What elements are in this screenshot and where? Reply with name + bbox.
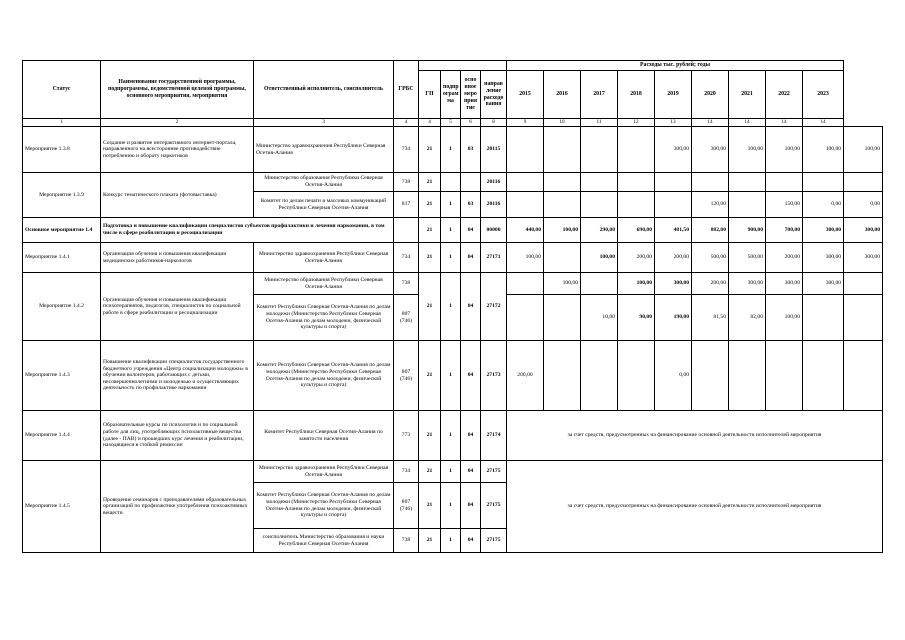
row-year-value: 300,00 [655, 127, 692, 173]
row-year-value: 200,00 [507, 341, 544, 411]
row-gp: 21 [419, 243, 441, 273]
col-number: 4 [394, 119, 419, 127]
row-gp: 21 [419, 192, 441, 218]
row-dir: 20116 [481, 192, 507, 218]
row-sub: 1 [441, 273, 461, 341]
empty-cell [655, 173, 692, 192]
row-grbs: 807 (746) [394, 341, 419, 411]
row-year-value: 0,00 [803, 192, 844, 218]
row-year-value [544, 295, 581, 341]
row-sub: 1 [441, 243, 461, 273]
row-year-value: 300,00 [766, 273, 803, 295]
header-year: 2022 [766, 71, 803, 119]
row-year-value: 100,00 [766, 295, 803, 341]
empty-cell [507, 173, 544, 192]
header-year: 2018 [618, 71, 655, 119]
row-dir: 27172 [481, 273, 507, 341]
row-year-value [655, 192, 692, 218]
table-row [23, 127, 883, 173]
empty-cell [441, 173, 461, 192]
col-number: 3 [254, 119, 394, 127]
row-dir: 27173 [481, 341, 507, 411]
empty-cell [394, 218, 419, 243]
row-year-value [581, 273, 618, 295]
row-main: 03 [461, 192, 481, 218]
row-executor: Министерство здравоохранения Республики Северная Осетия-Алания [254, 461, 394, 483]
row-dir: 20116 [481, 173, 507, 192]
row-gp: 21 [419, 127, 441, 173]
header-year: 2015 [507, 71, 544, 119]
row-grbs: 807 (746) [394, 483, 419, 529]
row-year-value: 10,00 [581, 295, 618, 341]
row-gp: 21 [419, 273, 441, 341]
row-status: Мероприятие 1.3.9 [23, 173, 101, 218]
header-code-spacer [419, 61, 507, 71]
row-sub: 1 [441, 483, 461, 529]
header-year: 2023 [803, 71, 844, 119]
row-grbs: 738 [394, 273, 419, 295]
empty-cell [581, 173, 618, 192]
row-main: 04 [461, 341, 481, 411]
row-executor: Комитет Республики Северная Осетия-Алания по делам молодежи (Министерство Республики Северная Осетия-Алания по делам молодежи, физической культуры и спорта) [254, 341, 394, 411]
col-number: 14 [803, 119, 844, 127]
row-status: Мероприятие 1.4.4 [23, 411, 101, 461]
row-year-value [544, 243, 581, 273]
table-row [23, 173, 883, 192]
row-dir: 27175 [481, 461, 507, 483]
row-year-value: 290,00 [581, 218, 618, 243]
col-number: 13 [655, 119, 692, 127]
row-grbs: 734 [394, 243, 419, 273]
table-row [23, 218, 883, 243]
row-year-value: 690,00 [618, 218, 655, 243]
row-dir: 27171 [481, 243, 507, 273]
row-executor: Комитет Республики Северная Осетия-Алания по занятости населения [254, 411, 394, 461]
row-main: 03 [461, 127, 481, 173]
row-name: Образовательные курсы по психологии и по социальной работе для лиц, употребляющих психоактивные вещества (далее - ПАВ) и прошедших курс лечения и реабилитации, находящиеся в стойкой ремиссии [101, 411, 254, 461]
row-name: Проведение семинаров с преподавателями образовательных организаций по профилактике употребления психоактивных веществ [101, 461, 254, 553]
row-year-value [618, 192, 655, 218]
row-year-value: 200,00 [692, 273, 729, 295]
table-row [23, 341, 883, 411]
row-main: 04 [461, 243, 481, 273]
row-grbs: 817 [394, 192, 419, 218]
row-year-value: 150,00 [766, 192, 803, 218]
row-dir: 00000 [481, 218, 507, 243]
row-sub: 1 [441, 461, 461, 483]
header-status: Статус [23, 61, 101, 119]
empty-cell [544, 173, 581, 192]
row-main: 04 [461, 273, 481, 341]
row-year-value [544, 127, 581, 173]
row-year-value [544, 192, 581, 218]
row-executor: Министерство здравоохранения Республики Северная Осетия-Алания [254, 127, 394, 173]
row-year-value: 500,00 [729, 243, 766, 273]
empty-cell [618, 173, 655, 192]
col-number: 9 [507, 119, 544, 127]
row-executor: соисполнитель Министерство образования и науки Республики Северная Осетия-Алания [254, 529, 394, 553]
row-dir: 27175 [481, 483, 507, 529]
funding-note: за счет средств, предусмотренных на финансирование основной деятельности исполнителей мероприятия [507, 461, 883, 553]
row-sub: 1 [441, 341, 461, 411]
row-status: Мероприятие 1.3.8 [23, 127, 101, 173]
header-executor: Ответственный исполнитель, соисполнитель [254, 61, 394, 119]
table-row [23, 243, 883, 273]
row-grbs: 734 [394, 127, 419, 173]
row-gp: 21 [419, 341, 441, 411]
row-gp: 21 [419, 461, 441, 483]
row-year-value [844, 341, 883, 411]
header-main-event: осно вное меро прия тие [461, 71, 481, 119]
row-name: Повышение квалификации специалистов государственного бюджетного учреждения «Центр социализации молодежи» в обучении волонтеров, работающих с детьми, несовершеннолетними и молодежью и осуществляющих деятельность по профилактике наркомании [101, 341, 254, 411]
row-name: Создание и развитие интерактивного интернет-портала, направленного на всестороннее противодействие потреблению и обороту наркотиков [101, 127, 254, 173]
col-number: 14 [692, 119, 729, 127]
row-sub: 1 [441, 192, 461, 218]
row-main: 04 [461, 529, 481, 553]
row-gp: 21 [419, 173, 441, 192]
row-year-value: 300,00 [803, 273, 844, 295]
row-status: Основное мероприятие 1.4 [23, 218, 101, 243]
row-year-value [803, 295, 844, 341]
column-number-row [23, 119, 883, 127]
row-year-value: 100,00 [581, 243, 618, 273]
row-year-value: 81,50 [692, 295, 729, 341]
row-year-value [729, 341, 766, 411]
header-name: Наименование государственной программы, подпрограммы, ведомственной целевой программы, основного мероприятия, мероприятия [101, 61, 254, 119]
header-year: 2020 [692, 71, 729, 119]
row-year-value: 882,00 [692, 218, 729, 243]
row-year-value: 700,00 [766, 218, 803, 243]
row-year-value: 100,00 [544, 218, 581, 243]
row-year-value: 900,00 [729, 218, 766, 243]
col-number: 6 [461, 119, 481, 127]
col-number: 1 [23, 119, 101, 127]
row-year-value [692, 341, 729, 411]
row-main: 04 [461, 218, 481, 243]
row-grbs: 734 [394, 461, 419, 483]
empty-cell [461, 173, 481, 192]
row-status: Мероприятие 1.4.3 [23, 341, 101, 411]
col-number: 10 [544, 119, 581, 127]
row-year-value: 0,00 [655, 341, 692, 411]
empty-cell [766, 173, 803, 192]
funding-note: за счет средств, предусмотренных на финансирование основной деятельности исполнителей мероприятия [507, 411, 883, 461]
budget-table-sheet [22, 60, 883, 553]
row-year-value: 300,00 [803, 243, 844, 273]
row-gp: 21 [419, 483, 441, 529]
row-year-value: 440,00 [507, 218, 544, 243]
header-gp: ГП [419, 71, 441, 119]
row-year-value: 100,00 [618, 273, 655, 295]
header-year: 2019 [655, 71, 692, 119]
row-gp: 21 [419, 529, 441, 553]
header-grbs: ГРБС [394, 61, 419, 119]
row-executor: Министерство здравоохранения Республики Северная Осетия-Алания [254, 243, 394, 273]
row-gp: 21 [419, 218, 441, 243]
col-number: 2 [101, 119, 254, 127]
row-year-value: 300,00 [844, 243, 883, 273]
header-year: 2017 [581, 71, 618, 119]
row-year-value [803, 341, 844, 411]
col-number: 5 [441, 119, 461, 127]
row-sub: 1 [441, 411, 461, 461]
row-name: Организация обучения и повышения квалификации медицинских работников-наркологов [101, 243, 254, 273]
row-gp: 21 [419, 411, 441, 461]
row-year-value: 82,00 [729, 295, 766, 341]
row-main: 04 [461, 411, 481, 461]
row-name: Подготовка и повышение квалификации специалистов субъектов профилактики и лечения наркомании, в том числе в сфере реабилитации и ресоциализации [101, 218, 394, 243]
col-number: 14 [729, 119, 766, 127]
table-row [23, 273, 883, 295]
row-dir: 27174 [481, 411, 507, 461]
table-row [23, 411, 883, 461]
row-main: 04 [461, 483, 481, 529]
row-year-value: 100,00 [544, 273, 581, 295]
row-sub: 1 [441, 218, 461, 243]
row-year-value [581, 341, 618, 411]
row-sub: 1 [441, 127, 461, 173]
row-year-value: 90,00 [618, 295, 655, 341]
row-dir: 27175 [481, 529, 507, 553]
row-grbs: 738 [394, 173, 419, 192]
row-year-value: 200,00 [766, 243, 803, 273]
row-year-value: 481,50 [655, 218, 692, 243]
row-executor: Министерство образования Республики Северная Осетия-Алания [254, 273, 394, 295]
row-year-value [581, 192, 618, 218]
row-year-value [766, 341, 803, 411]
row-sub: 1 [441, 529, 461, 553]
header-direction: направ ление расходо вания [481, 71, 507, 119]
row-dir: 20115 [481, 127, 507, 173]
row-executor: Комитет по делам печати и массовых коммуникаций Республики Северная Осетия-Алания [254, 192, 394, 218]
empty-cell [844, 173, 883, 192]
row-year-value: 0,00 [844, 192, 883, 218]
row-year-value: 100,00 [844, 127, 883, 173]
empty-cell [803, 173, 844, 192]
row-status: Мероприятие 1.4.1 [23, 243, 101, 273]
row-executor: Комитет Республики Северная Осетия-Алания по делам молодежи (Министерство Республики Северная Осетия-Алания по делам молодежи, физической культуры и спорта) [254, 295, 394, 341]
row-year-value [581, 127, 618, 173]
header-year: 2021 [729, 71, 766, 119]
col-number: 11 [581, 119, 618, 127]
row-year-value [729, 192, 766, 218]
row-year-value: 500,00 [692, 243, 729, 273]
empty-cell [692, 173, 729, 192]
row-main: 04 [461, 461, 481, 483]
row-year-value: 300,00 [692, 127, 729, 173]
empty-cell [729, 173, 766, 192]
row-year-value: 300,00 [803, 218, 844, 243]
row-year-value: 100,00 [507, 243, 544, 273]
row-year-value [507, 273, 544, 295]
row-year-value: 100,00 [766, 127, 803, 173]
row-year-value: 300,00 [729, 273, 766, 295]
table-row [23, 461, 883, 483]
row-grbs: 773 [394, 411, 419, 461]
row-year-value [844, 273, 883, 295]
col-number: 14 [766, 119, 803, 127]
row-year-value: 100,00 [803, 127, 844, 173]
row-status: Мероприятие 1.4.5 [23, 461, 101, 553]
col-number: 4 [419, 119, 441, 127]
row-name: Организация обучения и повышения квалификации психотерапевтов, педагогов, специалистов по социальной работе в сфере реабилитации и ресоциализации [101, 273, 254, 341]
row-grbs: 738 [394, 529, 419, 553]
row-name: Конкурс тематического плаката (фотовыставка) [101, 173, 254, 218]
header-year: 2016 [544, 71, 581, 119]
row-year-value [507, 295, 544, 341]
budget-table [22, 60, 883, 553]
row-year-value: 200,00 [655, 243, 692, 273]
row-year-value [507, 192, 544, 218]
row-year-value: 120,00 [692, 192, 729, 218]
row-grbs: 807 (746) [394, 295, 419, 341]
col-number: 8 [481, 119, 507, 127]
row-year-value [544, 341, 581, 411]
row-year-value: 200,00 [618, 243, 655, 273]
row-year-value [507, 127, 544, 173]
row-year-value: 300,00 [844, 218, 883, 243]
row-year-value [618, 127, 655, 173]
row-status: Мероприятие 1.4.2 [23, 273, 101, 341]
row-year-value: 300,00 [655, 273, 692, 295]
header-subprogram: подпр ограм ма [441, 71, 461, 119]
row-year-value: 100,00 [729, 127, 766, 173]
header-expenses: Расходы тыс. рублей; годы [507, 61, 844, 71]
col-number: 12 [618, 119, 655, 127]
row-executor: Министерство образования Республики Северная Осетия-Алания [254, 173, 394, 192]
row-year-value [844, 295, 883, 341]
row-year-value [618, 341, 655, 411]
row-executor: Комитет Республики Северная Осетия-Алания по делам молодежи (Министерство Республики Северная Осетия-Алания по делам молодежи, физической культуры и спорта) [254, 483, 394, 529]
row-year-value: 190,00 [655, 295, 692, 341]
